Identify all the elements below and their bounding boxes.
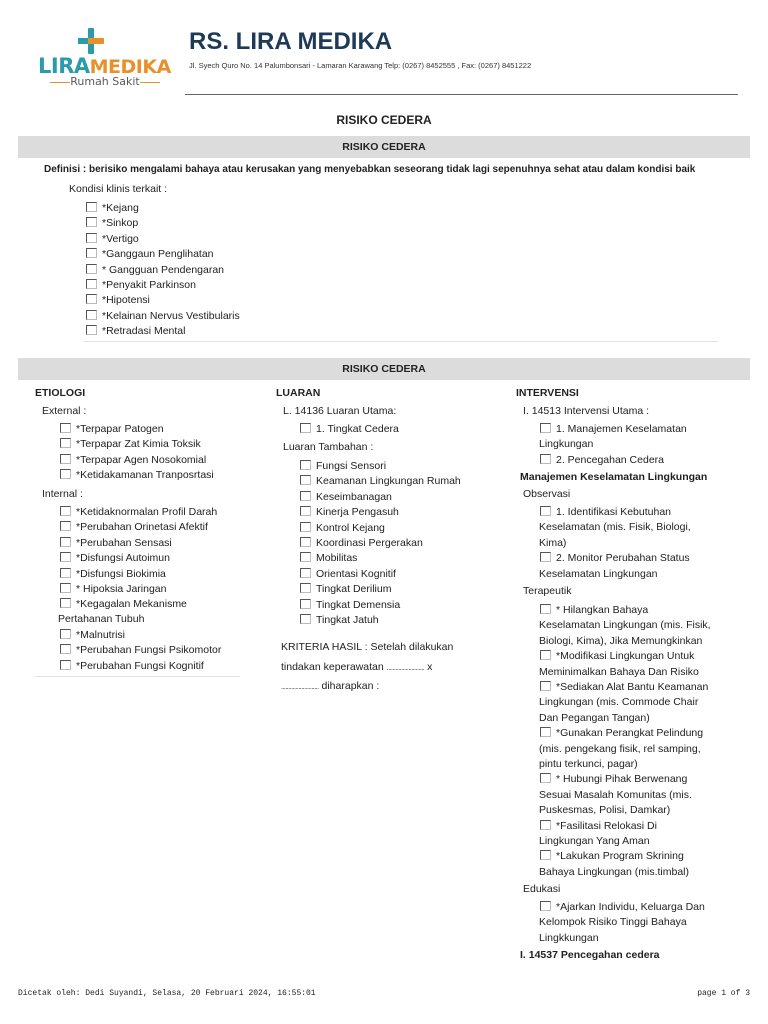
terapeutik-label: Sesuai Masalah Komunitas (mis.: [539, 788, 692, 801]
checkbox[interactable]: [86, 233, 97, 243]
terapeutik-item[interactable]: [540, 603, 648, 617]
observasi-label: 2. Monitor Perubahan Status: [556, 552, 690, 565]
terapeutik-item-cont: [539, 618, 711, 632]
external-item[interactable]: [60, 437, 201, 451]
checkbox[interactable]: [86, 202, 97, 212]
edukasi-label: Lingkkungan: [539, 931, 599, 944]
checkbox[interactable]: [60, 537, 71, 547]
observasi-label: Keselamatan Lingkungan: [539, 567, 658, 580]
intervensi-utama-label: Lingkungan: [539, 438, 594, 451]
kondisi-item[interactable]: [86, 309, 240, 323]
etiologi-divider: [35, 676, 240, 677]
kondisi-item[interactable]: [86, 263, 224, 277]
internal-item[interactable]: [60, 597, 187, 611]
checkbox[interactable]: [300, 614, 311, 624]
terapeutik-label: (mis. pengekang fisik, rel samping,: [539, 742, 701, 755]
internal-item[interactable]: [60, 582, 166, 596]
internal-label: *Perubahan Orinetasi Afektif: [76, 521, 208, 534]
internal-item[interactable]: [60, 551, 170, 565]
kondisi-label: *Kelainan Nervus Vestibularis: [102, 309, 240, 322]
internal-item[interactable]: [60, 567, 166, 581]
internal-label: * Hipoksia Jaringan: [76, 583, 167, 595]
terapeutik-label: pintu terkunci, pagar): [539, 758, 638, 770]
pertahanan-label: *Malnutrisi: [76, 629, 126, 641]
internal-item[interactable]: [60, 505, 217, 519]
observasi-label: Kima): [539, 536, 567, 549]
terapeutik-item[interactable]: [540, 649, 694, 663]
luaran-tambahan-label: Keamanan Lingkungan Rumah: [316, 475, 461, 488]
luaran-utama-label: 1. Tingkat Cedera: [316, 423, 399, 435]
edukasi-item-cont: [539, 931, 599, 945]
checkbox[interactable]: [86, 279, 97, 289]
luaran-tambahan-label: Keseimbanagan: [316, 490, 392, 503]
observasi-item[interactable]: [540, 505, 671, 519]
luaran-tambahan-item[interactable]: [300, 521, 385, 535]
internal-item[interactable]: [60, 520, 208, 534]
intervensi-utama-item-cont: [539, 437, 593, 451]
intervensi-utama-label: 2. Pencegahan Cedera: [556, 453, 664, 466]
intervensi-utama-label: 1. Manajemen Keselamatan: [556, 423, 687, 435]
luaran-tambahan-item[interactable]: [300, 613, 379, 627]
checkbox[interactable]: [540, 773, 551, 783]
terapeutik-label: Dan Pegangan Tangan): [539, 711, 650, 724]
checkbox[interactable]: [540, 552, 551, 562]
definition-text: Definisi : berisiko mengalami bahaya atau kerusakan yang menyebabkan seseorang tidak lagi sepenuhnya sehat atau dalam kondisi baik: [44, 164, 696, 175]
edukasi-label: Edukasi: [523, 883, 561, 895]
checkbox[interactable]: [300, 506, 311, 516]
section-bar-risiko-cedera-2: RISIKO CEDERA: [18, 358, 750, 380]
hospital-logo: [36, 28, 171, 88]
checkbox[interactable]: [86, 294, 97, 304]
kondisi-item[interactable]: [86, 293, 150, 307]
checkbox[interactable]: [540, 850, 551, 860]
kriteria-hasil-line3: .......................... diharapkan :: [281, 680, 380, 692]
terapeutik-label: * Hilangkan Bahaya: [556, 604, 649, 616]
pertahanan-item[interactable]: [60, 643, 221, 657]
checkbox[interactable]: [60, 644, 71, 654]
luaran-tambahan-item[interactable]: [300, 490, 392, 504]
external-label: *Terpapar Zat Kimia Toksik: [76, 438, 201, 451]
checkbox[interactable]: [540, 454, 551, 464]
checkbox[interactable]: [540, 423, 551, 433]
observasi-label: Observasi: [523, 488, 571, 500]
external-label: *Terpapar Patogen: [76, 423, 164, 435]
header-divider: [185, 94, 738, 95]
checkbox[interactable]: [60, 454, 71, 464]
kriteria-hasil-line1: KRITERIA HASIL : Setelah dilakukan: [281, 641, 454, 653]
intervensi-heading: INTERVENSI: [516, 387, 579, 399]
checkbox[interactable]: [60, 423, 71, 433]
kondisi-label: *Kejang: [102, 202, 139, 214]
kondisi-label: *Ganggaun Penglihatan: [102, 248, 214, 261]
luaran-tambahan-label: Luaran Tambahan :: [283, 441, 374, 453]
luaran-tambahan-item[interactable]: [300, 598, 400, 612]
kriteria-blank-duration: ..........................: [281, 684, 319, 691]
internal-label: *Disfungsi Autoimun: [76, 552, 170, 565]
observasi-label: 1. Identifikasi Kebutuhan: [556, 506, 671, 518]
luaran-tambahan-item[interactable]: [300, 459, 386, 473]
terapeutik-item-cont: [539, 634, 702, 648]
terapeutik-label: * Hubungi Pihak Berwenang: [556, 773, 688, 786]
checkbox[interactable]: [540, 901, 551, 911]
checkbox[interactable]: [300, 568, 311, 578]
intervensi-utama-label: I. 14513 Intervensi Utama :: [523, 405, 650, 417]
terapeutik-label: Keselamatan Lingkungan (mis. Fisik,: [539, 619, 711, 632]
terapeutik-label: *Sediakan Alat Bantu Keamanan: [556, 681, 709, 693]
internal-label: *Ketidaknormalan Profil Darah: [76, 506, 218, 518]
terapeutik-item[interactable]: [540, 680, 708, 694]
external-label: External :: [42, 405, 87, 417]
terapeutik-item-cont: [539, 757, 638, 771]
terapeutik-label: Meminimalkan Bahaya Dan Risiko: [539, 665, 699, 678]
checkbox[interactable]: [60, 438, 71, 448]
section-bar-risiko-cedera: RISIKO CEDERA: [18, 136, 750, 158]
terapeutik-item-cont: [539, 742, 701, 756]
terapeutik-label: Biologi, Kima), Jika Memungkinkan: [539, 634, 703, 647]
pencegahan-heading: I. 14537 Pencegahan cedera: [520, 949, 660, 961]
external-label: *Terpapar Agen Nosokomial: [76, 453, 207, 466]
terapeutik-label: Lingkungan (mis. Commode Chair: [539, 696, 699, 709]
print-info: Dicetak oleh: Dedi Suyandi, Selasa, 20 Februari 2024, 16:55:01: [18, 989, 316, 998]
medical-cross-icon: [78, 28, 104, 54]
page-number: page 1 of 3: [697, 989, 750, 998]
luaran-tambahan-label: Mobilitas: [316, 552, 358, 565]
checkbox[interactable]: [60, 469, 71, 479]
section-divider: [84, 341, 718, 342]
logo-subtitle: Rumah Sakit: [50, 75, 160, 88]
terapeutik-item-cont: [539, 711, 650, 725]
external-item[interactable]: [60, 422, 164, 436]
checkbox[interactable]: [540, 681, 551, 691]
checkbox[interactable]: [86, 248, 97, 258]
terapeutik-item-cont: [539, 803, 670, 817]
checkbox[interactable]: [540, 820, 551, 830]
luaran-tambahan-item[interactable]: [300, 474, 461, 488]
terapeutik-label: Bahaya Lingkungan (mis.timbal): [539, 865, 689, 878]
intervensi-utama-item[interactable]: [540, 453, 664, 467]
terapeutik-item-cont: [539, 834, 650, 848]
pertahanan-item[interactable]: [60, 628, 125, 642]
terapeutik-label: *Modifikasi Lingkungan Untuk: [556, 650, 695, 663]
terapeutik-item-cont: [539, 695, 698, 709]
kondisi-item[interactable]: [86, 232, 139, 246]
terapeutik-item[interactable]: [540, 772, 687, 786]
terapeutik-label: *Fasilitasi Relokasi Di: [556, 819, 657, 832]
kondisi-label: * Gangguan Pendengaran: [102, 263, 225, 276]
checkbox[interactable]: [86, 310, 97, 320]
observasi-item[interactable]: [540, 551, 690, 565]
logo-wordmark: LIRAMEDIKA: [38, 54, 171, 78]
internal-label: Internal :: [42, 488, 83, 500]
luaran-tambahan-label: Tingkat Derilium: [316, 583, 392, 596]
terapeutik-label: *Lakukan Program Skrining: [556, 850, 684, 863]
kriteria-hasil-line2: tindakan keperawatan .......................... x: [281, 661, 433, 673]
internal-item[interactable]: [60, 536, 172, 550]
luaran-heading: LUARAN: [276, 387, 321, 399]
terapeutik-label: Puskesmas, Polisi, Damkar): [539, 804, 671, 817]
checkbox[interactable]: [60, 506, 71, 516]
checkbox[interactable]: [300, 491, 311, 501]
terapeutik-item-cont: [539, 665, 699, 679]
checkbox[interactable]: [300, 599, 311, 609]
terapeutik-label: Terapeutik: [523, 585, 572, 597]
manajemen-heading: Manajemen Keselamatan Lingkungan: [520, 471, 708, 483]
luaran-tambahan-item[interactable]: [300, 567, 396, 581]
edukasi-item-cont: [539, 915, 687, 929]
observasi-item-cont: [539, 520, 691, 534]
kondisi-item[interactable]: [86, 216, 138, 230]
etiologi-heading: ETIOLOGI: [35, 387, 86, 399]
checkbox[interactable]: [540, 650, 551, 660]
kondisi-klinis-label: Kondisi klinis terkait :: [69, 183, 168, 195]
hospital-address: Jl. Syech Quro No. 14 Palumbonsari - Lamaran Karawang Telp: (0267) 8452555 , Fax: (0267) 8451222: [189, 61, 532, 70]
terapeutik-item[interactable]: [540, 819, 657, 833]
checkbox[interactable]: [60, 552, 71, 562]
luaran-tambahan-item[interactable]: [300, 505, 399, 519]
terapeutik-item-cont: [539, 865, 689, 879]
page-header: [0, 0, 768, 96]
intervensi-utama-item[interactable]: [540, 422, 687, 436]
edukasi-label: *Ajarkan Individu, Keluarga Dan: [556, 901, 705, 913]
luaran-tambahan-label: Orientasi Kognitif: [316, 567, 396, 580]
observasi-item-cont: [539, 536, 566, 550]
terapeutik-label: *Gunakan Perangkat Pelindung: [556, 727, 704, 740]
checkbox[interactable]: [60, 660, 71, 670]
checkbox[interactable]: [60, 598, 71, 608]
checkbox[interactable]: [60, 568, 71, 578]
observasi-item-cont: [539, 567, 658, 581]
luaran-tambahan-label: Fungsi Sensori: [316, 460, 387, 472]
luaran-utama-item[interactable]: [300, 422, 399, 436]
kriteria-blank-times: ..........................: [386, 665, 425, 672]
hospital-name: RS. LIRA MEDIKA: [189, 28, 393, 55]
kondisi-label: *Vertigo: [102, 232, 139, 245]
luaran-tambahan-label: Tingkat Jatuh: [316, 614, 379, 626]
internal-label: *Perubahan Sensasi: [76, 536, 172, 549]
checkbox[interactable]: [300, 423, 311, 433]
checkbox[interactable]: [86, 264, 97, 274]
external-item[interactable]: [60, 453, 206, 467]
pertahanan-label: Pertahanan Tubuh: [58, 613, 145, 625]
pertahanan-label: *Perubahan Fungsi Psikomotor: [76, 644, 222, 657]
kondisi-label: *Hipotensi: [102, 294, 150, 307]
kondisi-label: *Retradasi Mental: [102, 325, 186, 338]
luaran-tambahan-item[interactable]: [300, 582, 391, 596]
terapeutik-item[interactable]: [540, 849, 684, 863]
document-title: RISIKO CEDERA: [336, 113, 432, 127]
luaran-tambahan-label: Koordinasi Pergerakan: [316, 537, 423, 549]
checkbox[interactable]: [540, 506, 551, 516]
kondisi-label: *Penyakit Parkinson: [102, 279, 196, 291]
terapeutik-item[interactable]: [540, 726, 703, 740]
edukasi-label: Kelompok Risiko Tinggi Bahaya: [539, 916, 687, 929]
checkbox[interactable]: [300, 475, 311, 485]
checkbox[interactable]: [60, 629, 71, 639]
luaran-tambahan-item[interactable]: [300, 536, 423, 550]
pertahanan-label: *Perubahan Fungsi Kognitif: [76, 659, 204, 672]
kondisi-item[interactable]: [86, 247, 214, 261]
kondisi-item[interactable]: [86, 324, 185, 338]
checkbox[interactable]: [300, 537, 311, 547]
checkbox[interactable]: [86, 217, 97, 227]
luaran-tambahan-label: Kinerja Pengasuh: [316, 506, 399, 519]
pertahanan-item[interactable]: [60, 659, 204, 673]
checkbox[interactable]: [540, 727, 551, 737]
luaran-tambahan-label: Kontrol Kejang: [316, 521, 385, 534]
kondisi-label: *Sinkop: [102, 217, 139, 230]
checkbox[interactable]: [300, 583, 311, 593]
terapeutik-item-cont: [539, 788, 692, 802]
checkbox[interactable]: [540, 604, 551, 614]
external-label: *Ketidakamanan Tranposrtasi: [76, 469, 214, 482]
luaran-tambahan-item[interactable]: [300, 551, 357, 565]
kondisi-item[interactable]: [86, 278, 196, 292]
luaran-tambahan-label: Tingkat Demensia: [316, 598, 401, 611]
external-item[interactable]: [60, 468, 214, 482]
internal-label: *Disfungsi Biokimia: [76, 567, 166, 580]
checkbox[interactable]: [86, 325, 97, 335]
checkbox[interactable]: [60, 583, 71, 593]
internal-label: *Kegagalan Mekanisme: [76, 598, 187, 611]
checkbox[interactable]: [300, 552, 311, 562]
kondisi-item[interactable]: [86, 201, 139, 215]
checkbox[interactable]: [300, 460, 311, 470]
terapeutik-label: Lingkungan Yang Aman: [539, 835, 650, 847]
luaran-utama-label: L. 14136 Luaran Utama:: [283, 405, 397, 417]
checkbox[interactable]: [300, 522, 311, 532]
checkbox[interactable]: [60, 521, 71, 531]
observasi-label: Keselamatan (mis. Fisik, Biologi,: [539, 521, 691, 534]
edukasi-item[interactable]: [540, 900, 705, 914]
